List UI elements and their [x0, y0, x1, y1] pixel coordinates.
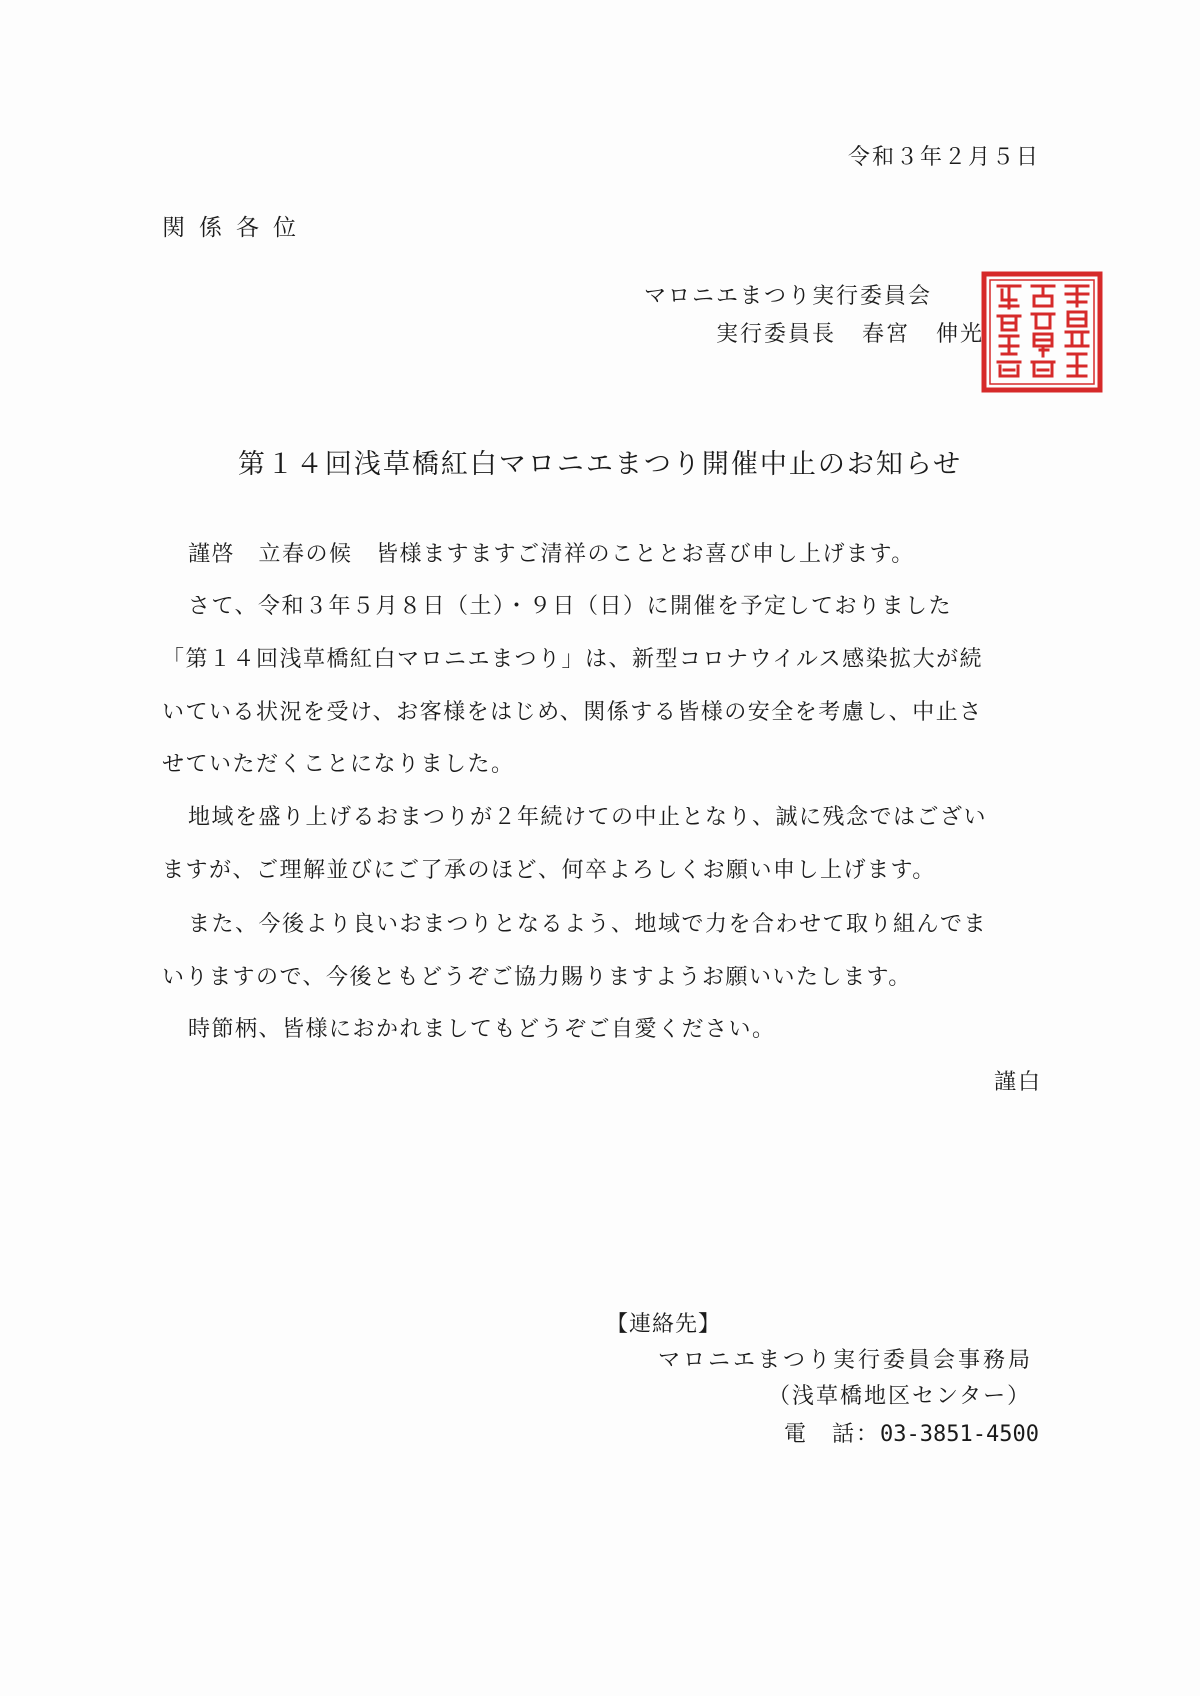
sender-title: 実行委員長	[716, 322, 837, 347]
body-line: せていただくことになりました。	[162, 752, 515, 777]
contact-telephone	[784, 1420, 1039, 1450]
body-line: さて、令和３年５月８日（土）・９日（日）に開催を予定しておりました	[188, 594, 953, 619]
body-line: いている状況を受け、お客様をはじめ、関係する皆様の安全を考慮し、中止さ	[162, 700, 983, 725]
body-line: ますが、ご理解並びにご了承のほど、何卒よろしくお願い申し上げます。	[162, 858, 936, 883]
telephone-label: 電 話：	[784, 1422, 881, 1447]
body-line: 地域を盛り上げるおまつりが２年続けての中止となり、誠に残念ではござい	[188, 805, 988, 830]
body-line: 時節柄、皆様におかれましてもどうぞご自愛ください。	[188, 1017, 776, 1042]
telephone-number: 03-3851-4500	[880, 1422, 1039, 1447]
sender-organization: マロニエまつり実行委員会	[644, 284, 933, 309]
official-seal-stamp	[980, 270, 1104, 394]
notice-title: 第１４回浅草橋紅白マロニエまつり開催中止のお知らせ	[237, 449, 963, 480]
closing-phrase: 謹白	[993, 1070, 1042, 1095]
contact-label: 【連絡先】	[606, 1312, 722, 1337]
sender-signature	[716, 320, 984, 350]
sender-given-name: 伸光	[936, 322, 985, 347]
contact-organization: マロニエまつり実行委員会事務局	[658, 1348, 1034, 1373]
body-line: 謹啓 立春の候 皆様ますますご清祥のこととお喜び申し上げます。	[188, 542, 915, 567]
body-line: また、今後より良いおまつりとなるよう、地域で力を合わせて取り組んでま	[188, 912, 988, 937]
body-line: 「第１４回浅草橋紅白マロニエまつり」は、新型コロナウイルス感染拡大が続	[162, 647, 984, 672]
document-date: 令和３年２月５日	[847, 145, 1040, 170]
body-line: いりますので、今後ともどうぞご協力賜りますようお願いいたします。	[162, 965, 912, 990]
contact-center: （浅草橋地区センター）	[768, 1384, 1032, 1409]
sender-family-name: 春宮	[862, 322, 911, 347]
addressee: 関係各位	[162, 215, 310, 241]
